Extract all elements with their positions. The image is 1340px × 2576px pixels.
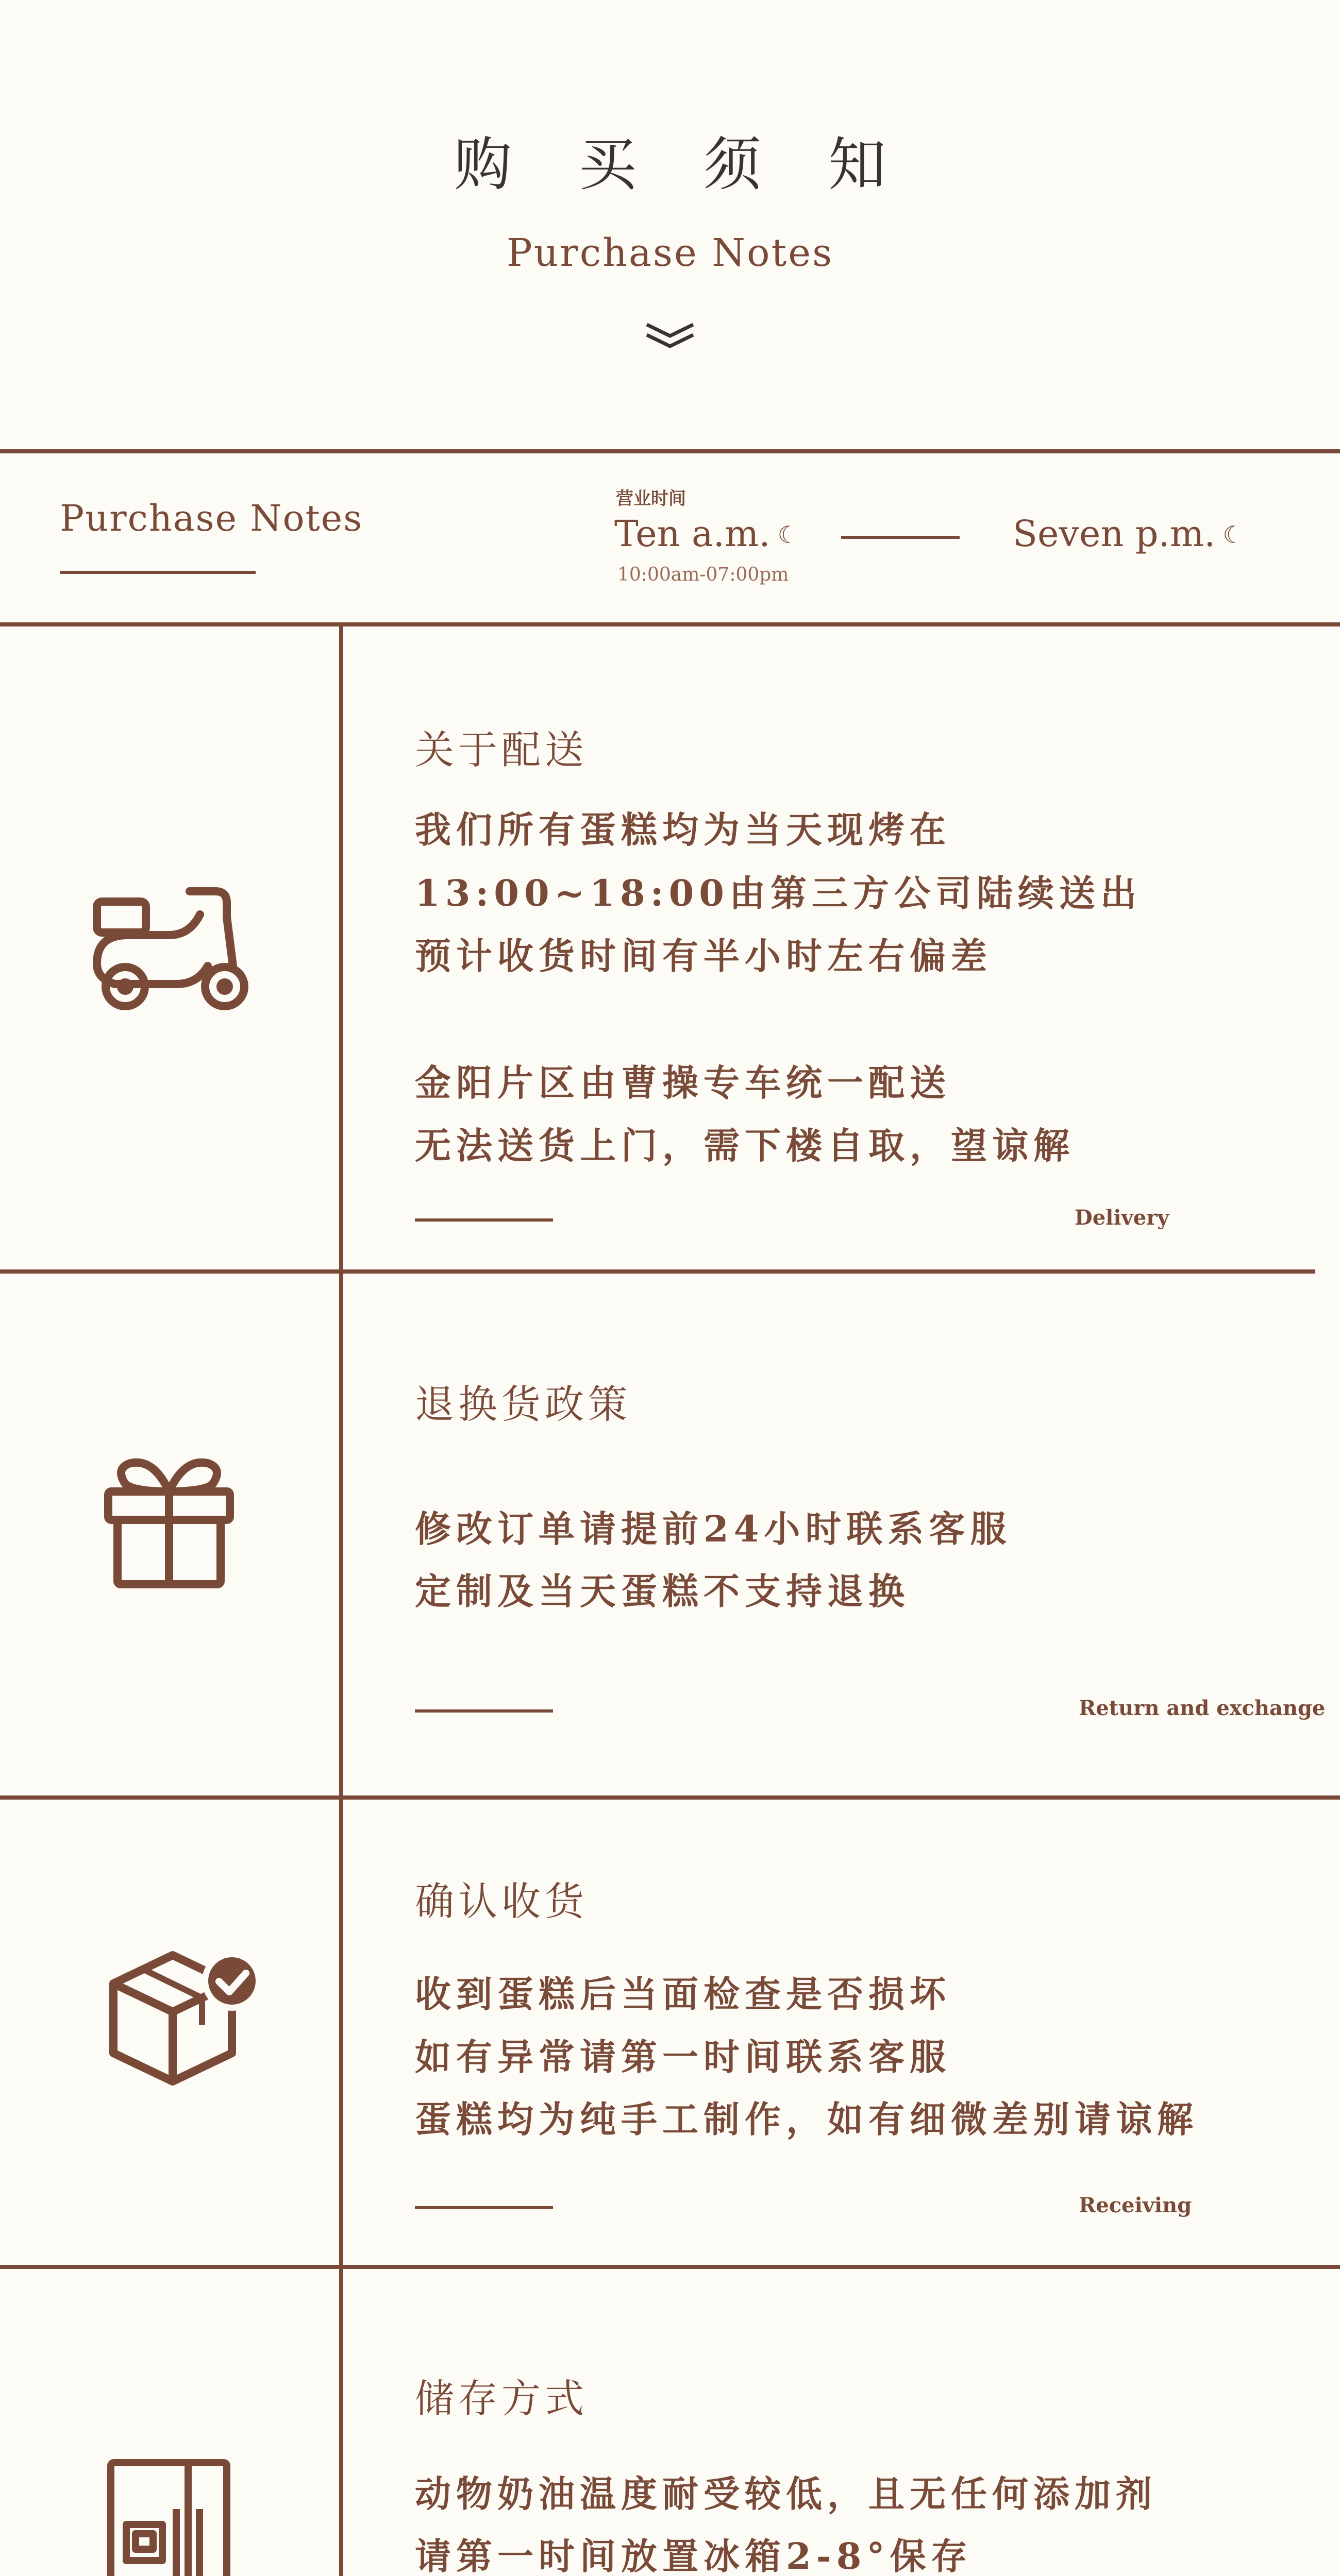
section-text: 金阳片区由曹操专车统一配送 [415,1061,951,1104]
section-title: 确认收货 [415,1878,588,1924]
divider [0,449,1340,453]
section-text: 如有异常请第一时间联系客服 [415,2036,951,2078]
hours-connector-line [841,536,960,539]
close-time [1013,513,1244,555]
business-hours-label: 营业时间 [616,488,686,509]
section-text: 动物奶油温度耐受较低，且无任何添加剂 [415,2472,1157,2515]
chevron-down-icon [642,315,698,351]
section-rule [415,2206,553,2209]
open-time [614,513,799,555]
section-rule [415,1709,553,1713]
section-text: 收到蛋糕后当面检查是否损坏 [415,1973,951,2015]
page-title: 购买须知 [454,131,953,198]
section-text: 请第一时间放置冰箱2-8°保存 [415,2535,973,2576]
refrigerator-icon [106,2458,232,2576]
package-check-icon [106,1947,263,2089]
moon-icon: ☾ [777,521,799,549]
section-tag: Receiving [1079,2193,1192,2217]
divider [0,2265,1340,2269]
close-time-text: Seven p.m. [1013,513,1216,555]
column-divider [339,624,343,2576]
gift-icon [102,1453,236,1589]
section-title: 退换货政策 [415,1381,631,1427]
scooter-icon [87,881,252,1015]
moon-icon: ☾ [1222,521,1244,549]
section-text: 无法送货上门，需下楼自取，望谅解 [415,1124,1075,1167]
divider [0,1795,1340,1800]
section-text: 我们所有蛋糕均为当天现烤在 [415,808,951,851]
section-text: 预计收货时间有半小时左右偏差 [415,935,992,977]
hours-range: 10:00am-07:00pm [617,564,789,585]
section-tag: Delivery [1075,1206,1169,1230]
section-label: Purchase Notes [60,497,363,539]
divider [0,622,1340,626]
label-underline [60,571,256,574]
open-time-text: Ten a.m. [614,513,770,555]
section-text: 13:00~18:00由第三方公司陆续送出 [415,872,1142,914]
section-text: 定制及当天蛋糕不支持退换 [415,1570,910,1613]
section-text: 蛋糕均为纯手工制作，如有细微差别请谅解 [415,2098,1198,2141]
section-text: 修改订单请提前24小时联系客服 [415,1507,1012,1550]
section-tag: Return and exchange [1079,1696,1326,1720]
section-title: 储存方式 [415,2376,588,2421]
page-subtitle: Purchase Notes [506,231,834,275]
divider [0,1269,1315,1274]
section-title: 关于配送 [415,727,588,773]
section-rule [415,1218,553,1222]
